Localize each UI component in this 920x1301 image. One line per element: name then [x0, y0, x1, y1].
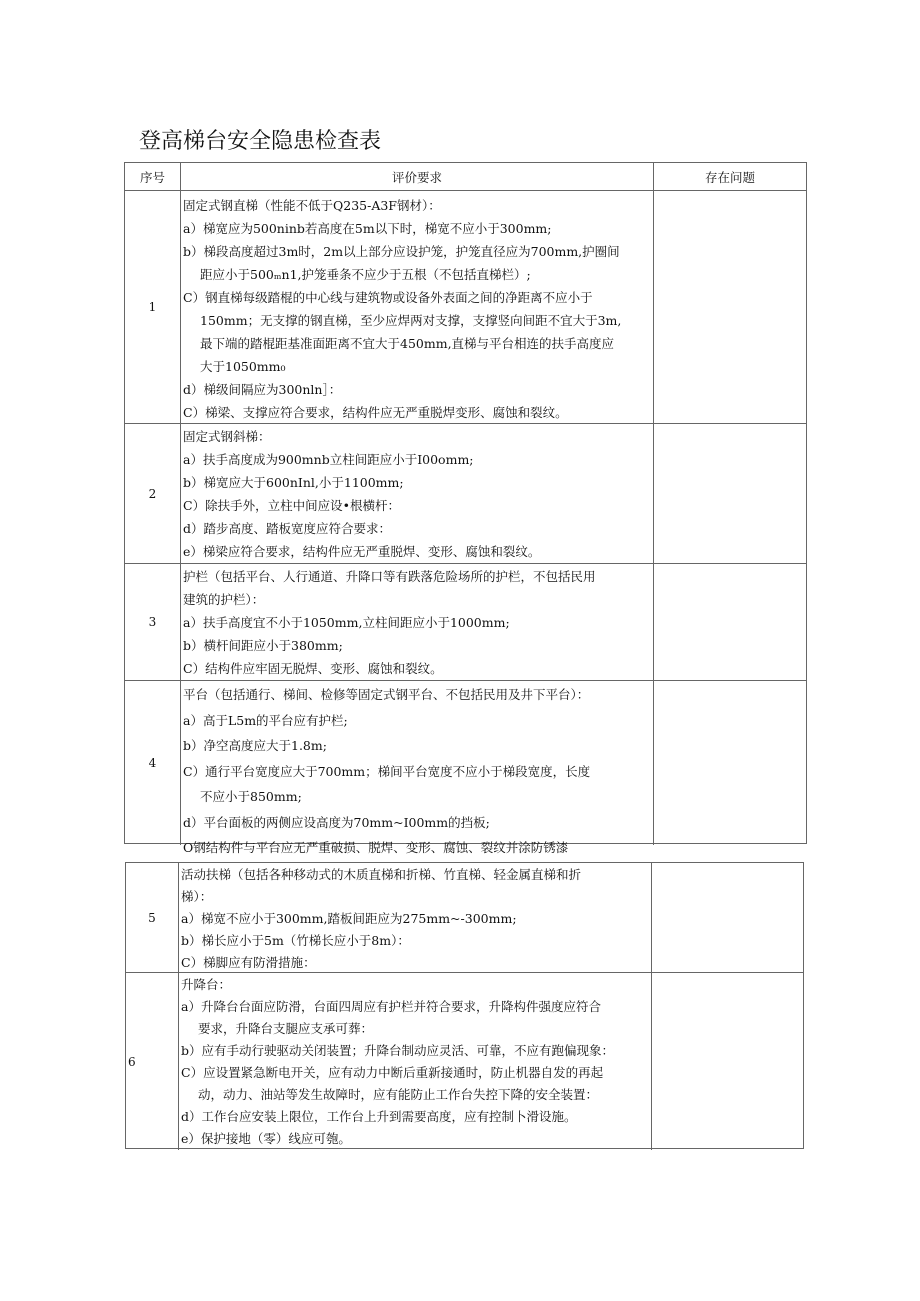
requirement-line: d）踏步高度、踏板宽度应符合要求： — [183, 521, 392, 536]
requirement-line: a）梯宽应为500ninb若高度在5m以下时，梯宽不应小于300mm; — [183, 221, 552, 236]
requirement-line: e）保护接地（零）线应可匏。 — [181, 1131, 351, 1146]
header-num: 序号 — [125, 163, 181, 190]
requirement-line: a）梯宽不应小于300mm,踏板间距应为275mm~-300mm; — [181, 911, 517, 926]
requirement-line: C）应设置紧急断电开关，应有动力中断后重新接通时，防止机器自发的再起 — [181, 1065, 604, 1080]
requirement-line: d）梯级间隔应为300nln］： — [183, 382, 342, 397]
requirement-line: 平台（包括通行、梯间、检修等固定式钢平台、不包括民用及井下平台）： — [183, 687, 590, 702]
requirement-line: C）结构件应牢固无脱焊、变形、腐蚀和裂纹。 — [183, 661, 443, 676]
requirement-line: a）高于L5m的平台应有护栏; — [183, 712, 348, 728]
requirement-line: b）应有手动行驶驱动关闭装置；升降台制动应灵活、可靠，不应有跑偏现象： — [181, 1043, 615, 1058]
requirement-line: 梯）： — [181, 889, 213, 904]
requirement-line: 距应小于500ₘn1,护笼垂条不应少于五根（不包括直梯栏）; — [200, 267, 531, 282]
requirement-line: a）扶手高度宜不小于1050mm,立柱间距应小于1000mm; — [183, 615, 510, 630]
requirement-line: b）横杆间距应小于380mm; — [183, 638, 343, 653]
requirement-line: 固定式钢直梯（性能不低于Q235-A3F钢材）： — [183, 198, 441, 213]
requirement-cell — [179, 863, 652, 972]
row-number: 5 — [126, 863, 179, 972]
requirement-line: C）钢直梯每级踏棍的中心线与建筑物或设备外表面之间的净距离不应小于 — [183, 290, 593, 305]
requirement-line: b）净空高度应大于1.8m; — [183, 738, 327, 753]
requirement-line: a）扶手高度成为900mnb立柱间距应小于I00omm; — [183, 452, 474, 467]
requirement-line: b）梯段高度超过3m时，2m以上部分应设护笼，护笼直径应为700mm,护圈间 — [183, 244, 620, 259]
requirement-cell — [181, 191, 654, 423]
requirement-line: d）平台面板的两侧应设高度为70mm~I00mm的挡板; — [183, 814, 490, 830]
requirement-cell — [179, 973, 652, 1150]
table-header-row — [125, 163, 806, 190]
requirement-line: C）除扶手外，立柱中间应设•根横杆： — [183, 498, 400, 513]
requirement-line: d）工作台应安装上限位，工作台上升到需要高度，应有控制卜滑设施。 — [181, 1109, 577, 1124]
requirement-line: O钢结构件与平台应无严重破损、脱焊、变形、腐蚀、裂纹并涂防锈漆 — [183, 840, 569, 855]
row-number: 4 — [125, 681, 181, 845]
requirement-line: 固定式钢斜梯： — [183, 429, 271, 444]
requirement-line: 升降台： — [181, 977, 232, 992]
requirement-cell — [181, 681, 654, 855]
requirement-line: C）梯梁、支撑应符合要求，结构件应无严重脱焊变形、腐蚀和裂纹。 — [183, 405, 568, 420]
issues-cell[interactable] — [652, 863, 803, 1150]
header-requirement: 评价要求 — [181, 163, 654, 190]
page-title: 登高梯台安全隐患检查表 — [139, 129, 382, 154]
requirement-cell — [181, 564, 654, 680]
requirement-line: 要求，升降台支腿应支承可葬： — [198, 1021, 374, 1036]
checklist-table-part-2 — [125, 862, 804, 1149]
requirement-line: 活动扶梯（包括各种移动式的木质直梯和折梯、竹直梯、轻金属直梯和折 — [181, 867, 582, 882]
requirement-line: 动，动力、油站等发生故障时，应有能防止工作台失控下降的安全装置： — [198, 1087, 599, 1102]
requirement-line: 最下端的踏棍距基准面距离不宜大于450mm,直梯与平台相连的扶手高度应 — [200, 336, 615, 351]
row-number: 2 — [125, 424, 181, 563]
issues-cell[interactable] — [654, 190, 806, 845]
requirement-line: a）升降台台面应防滑，台面四周应有护栏并符合要求，升降构件强度应符合 — [181, 999, 601, 1014]
requirement-line: 不应小于850mm; — [200, 789, 302, 804]
requirement-line: b）梯宽应大于600nInl,小于1100mm; — [183, 475, 404, 490]
row-number: 1 — [125, 191, 181, 423]
row-number: 3 — [125, 564, 181, 680]
header-issues: 存在问题 — [704, 169, 755, 185]
requirement-line: 大于1050mm₀ — [200, 359, 286, 374]
requirement-line: e）梯梁应符合要求，结构件应无严重脱焊、变形、腐蚀和裂纹。 — [183, 544, 541, 559]
checklist-table-part-1 — [124, 162, 807, 855]
requirement-line: C）梯脚应有防滑措施： — [181, 955, 316, 970]
requirement-cell — [181, 424, 654, 563]
row-number: 6 — [126, 973, 179, 1150]
requirement-line: b）梯长应小于5m（竹梯长应小于8m）： — [181, 933, 410, 948]
requirement-line: 护栏（包括平台、人行通道、升降口等有跌落危险场所的护栏，不包括民用 — [183, 569, 596, 584]
requirement-line: 150mm；无支撑的钢直梯，至少应焊两对支撑，支撑竖向间距不宜大于3m, — [200, 313, 622, 328]
requirement-line: 建筑的护栏）： — [183, 592, 265, 607]
requirement-line: C）通行平台宽度应大于700mm；梯间平台宽度不应小于梯段宽度，长度 — [183, 763, 591, 779]
